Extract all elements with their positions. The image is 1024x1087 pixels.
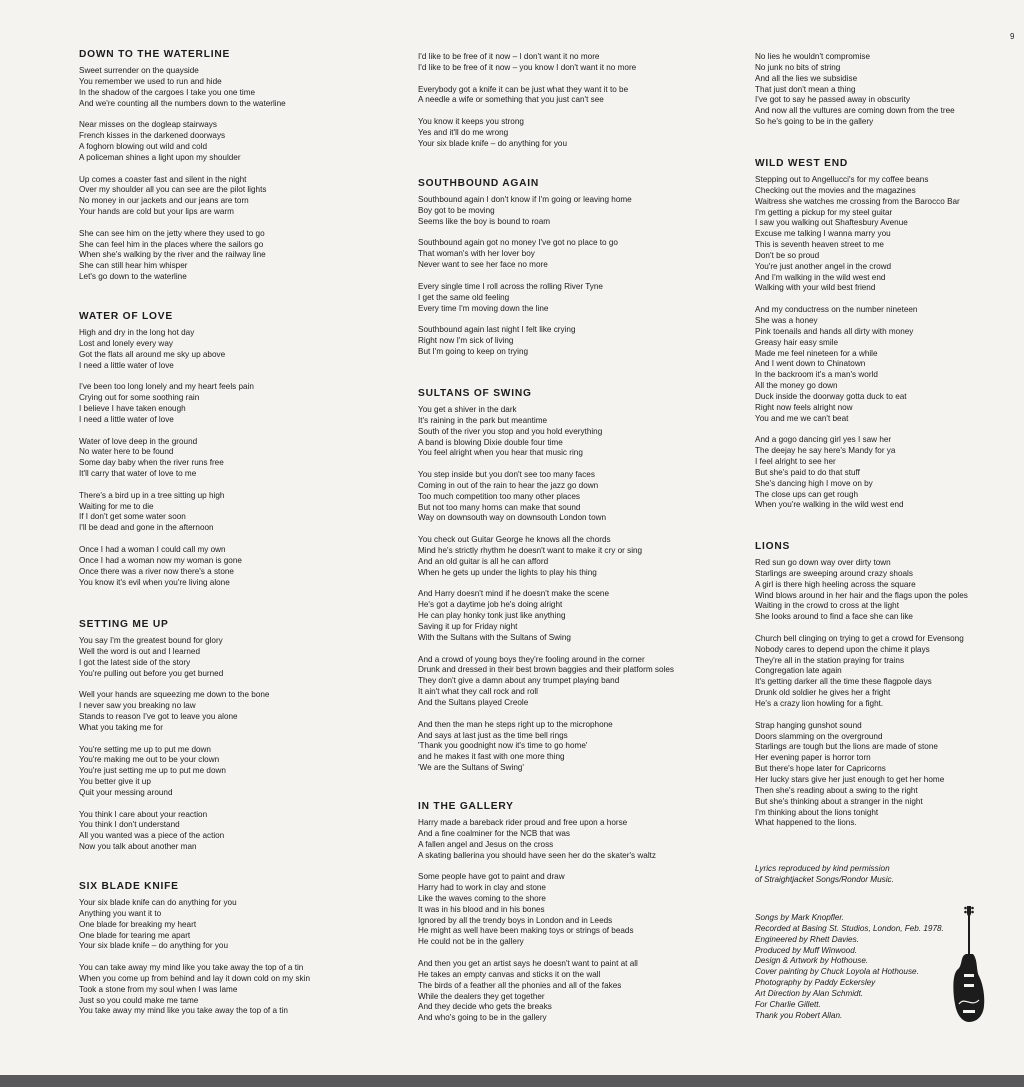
lyric-line: That just don't mean a thing	[755, 83, 856, 94]
lyric-line: Your hands are cold but your lips are warm	[79, 206, 234, 217]
lyric-line: All the money go down	[755, 380, 838, 391]
song-in-the-gallery-continued	[755, 51, 965, 138]
lyric-line: No lies he wouldn't compromise	[755, 51, 871, 61]
lyric-line: But not too many horns can make that sound	[418, 501, 581, 512]
lyric-line: Wind blows around in her hair and the flags upon the poles	[755, 589, 968, 600]
lyric-line: While the dealers they get together	[418, 990, 545, 1001]
lyric-line: He takes an empty canvas and sticks it on the wall	[418, 968, 601, 979]
permission-line: of Straightjacket Songs/Rondor Music.	[755, 873, 894, 884]
lyric-line: I'm getting a pickup for my steel guitar	[755, 206, 893, 217]
song-title: SIX BLADE KNIFE	[79, 881, 179, 892]
lyric-line: Her lucky stars give her just enough to get her home	[755, 773, 945, 784]
lyric-line: Every single time I roll across the rolling River Tyne	[418, 280, 603, 291]
lyric-line: Southbound again I don't know if I'm going or leaving home	[418, 194, 632, 204]
permission-line: Lyrics reproduced by kind permission	[755, 863, 890, 873]
lyric-line: You say I'm the greatest bound for glory	[79, 635, 223, 645]
lyric-line: Just so you could make me tame	[79, 994, 199, 1005]
lyric-line: You're pulling out before you get burned	[79, 667, 224, 678]
lyric-line: The close ups can get rough	[755, 488, 859, 499]
lyric-line: You better give it up	[79, 776, 151, 787]
lyric-line: And a fine coalminer for the NCB that was	[418, 827, 571, 838]
lyric-line: Ignored by all the trendy boys in London and in Leeds	[418, 914, 613, 925]
lyric-line: Lost and lonely every way	[79, 337, 173, 348]
lyric-stanza	[79, 119, 297, 162]
lyric-line: But she's thinking about a stranger in the night	[755, 795, 923, 806]
lyric-stanza	[418, 534, 687, 577]
lyric-line: and he makes it fast with one more thing	[418, 751, 565, 762]
lyric-line: Harry made a bareback rider proud and free upon a horse	[418, 817, 628, 827]
song-title: WILD WEST END	[755, 158, 849, 169]
lyric-line: It's raining in the park but meantime	[418, 414, 548, 425]
lyric-line: There's a bird up in a tree sitting up high	[79, 489, 225, 500]
lyric-line: I saw you walking out Shaftesbury Avenue	[755, 217, 908, 228]
lyric-line: Your six blade knife – do anything for you	[79, 940, 229, 951]
lyric-stanza	[755, 51, 965, 127]
lyric-line: When he gets up under the lights to play his thing	[418, 566, 597, 577]
lyric-line: Mind he's strictly rhythm he doesn't want to make it cry or sing	[418, 545, 643, 556]
lyric-line: French kisses in the darkened doorways	[79, 130, 226, 141]
credit-line: Recorded at Basing St. Studios, London, Feb. 1978.	[755, 922, 944, 933]
lyric-line: Checking out the movies and the magazines	[755, 184, 916, 195]
lyric-line: Right now I'm sick of living	[418, 335, 514, 346]
lyric-stanza	[79, 744, 280, 798]
lyric-line: One blade for tearing me apart	[79, 929, 191, 940]
credit-line: Cover painting by Chuck Loyola at Hothouse.	[755, 966, 919, 977]
lyric-stanza	[418, 404, 687, 458]
lyric-stanza	[79, 635, 280, 678]
lyric-line: Stands to reason I've got to leave you alone	[79, 710, 238, 721]
lyric-line: Quit your messing around	[79, 786, 173, 797]
lyric-stanza	[418, 51, 648, 73]
song-six-blade-knife-continued	[418, 51, 648, 160]
lyric-line: A band is blowing Dixie double four time	[418, 436, 563, 447]
lyric-stanza	[79, 897, 322, 951]
lyric-line: That woman's with her lover boy	[418, 248, 535, 259]
lyric-line: I've been too long lonely and my heart feels pain	[79, 381, 254, 392]
song-title: SULTANS OF SWING	[418, 388, 532, 399]
lyric-stanza	[755, 720, 979, 828]
lyric-line: You check out Guitar George he knows all the chords	[418, 534, 611, 545]
lyric-line: I never saw you breaking no law	[79, 700, 196, 711]
lyric-line: A girl is there high heeling across the square	[755, 578, 916, 589]
lyric-line: One blade for breaking my heart	[79, 918, 197, 929]
song-down-to-the-waterline	[79, 48, 297, 293]
lyric-stanza	[755, 557, 979, 622]
lyric-line: You feel alright when you hear that music ring	[418, 447, 583, 458]
lyric-stanza	[418, 281, 643, 314]
song-lions	[755, 540, 979, 839]
credit-line: Produced by Muff Winwood.	[755, 944, 858, 955]
lyric-line: In the shadow of the cargoes I take you one time	[79, 86, 256, 97]
lyric-line: Doors slamming on the overground	[755, 730, 883, 741]
lyric-line: It's getting darker all the time these flagpole days	[755, 676, 932, 687]
lyric-line: A fallen angel and Jesus on the cross	[418, 838, 554, 849]
lyric-line: Red sun go down way over dirty town	[755, 557, 891, 567]
lyric-stanza	[418, 817, 669, 860]
lyric-line: Well the word is out and I learned	[79, 645, 201, 656]
lyric-line: He's got a daytime job he's doing alright	[418, 599, 563, 610]
lyric-line: Over my shoulder all you can see are the pilot lights	[79, 184, 267, 195]
lyric-line: And who's going to be in the gallery	[418, 1012, 547, 1023]
lyric-line: With the Sultans with the Sultans of Swing	[418, 631, 571, 642]
lyric-stanza	[418, 654, 687, 708]
lyric-line: Stepping out to Angellucci's for my coffee beans	[755, 174, 929, 184]
lyric-line: He could not be in the gallery	[418, 936, 524, 947]
lyric-stanza	[79, 689, 280, 732]
lyric-line: I'd like to be free of it now – you know I don't want it no more	[418, 61, 637, 72]
lyric-line: She can still hear him whisper	[79, 260, 188, 271]
lyric-line: Once I had a woman I could call my own	[79, 544, 226, 555]
lyric-stanza	[418, 469, 687, 523]
lyric-line: Too much competition too many other places	[418, 490, 581, 501]
lyric-line: Seems like the boy is bound to roam	[418, 215, 551, 226]
lyric-line: The birds of a feather all the phonies and all of the fakes	[418, 979, 622, 990]
lyric-line: They're all in the station praying for trains	[755, 654, 905, 665]
lyric-line: He can play honky tonk just like anything	[418, 610, 566, 621]
lyric-line: Up comes a coaster fast and silent in the night	[79, 173, 247, 184]
lyric-line: No junk no bits of string	[755, 61, 841, 72]
lyric-line: You think I care about your reaction	[79, 808, 208, 819]
lyric-line: Don't be so proud	[755, 249, 820, 260]
lyric-stanza	[79, 381, 263, 424]
lyric-line: She can feel him in the places where the sailors go	[79, 238, 264, 249]
lyric-line: Southbound again last night I felt like crying	[418, 324, 576, 335]
lyric-line: When you're walking in the wild west end	[755, 499, 904, 510]
song-sultans-of-swing	[418, 387, 687, 784]
lyric-line: Right now feels alright now	[755, 401, 853, 412]
lyric-line: And I went down to Chinatown	[755, 358, 866, 369]
lyric-line: Every time I'm moving down the line	[418, 302, 549, 313]
lyric-line: And we're counting all the numbers down to the waterline	[79, 97, 286, 108]
lyric-line: High and dry in the long hot day	[79, 327, 195, 337]
lyric-line: A skating ballerina you should have seen her do the skater's waltz	[418, 849, 657, 860]
lyric-line: And then you get an artist says he doesn't want to paint at all	[418, 958, 638, 969]
lyric-line: A policeman shines a light upon my shoulder	[79, 151, 241, 162]
credit-line: Songs by Mark Knopfler.	[755, 912, 845, 922]
lyric-line: Waiting in the crowd to cross at the light	[755, 600, 899, 611]
lyric-line: The deejay he say here's Mandy for ya	[755, 445, 896, 456]
lyric-line: Her evening paper is horror torn	[755, 752, 871, 763]
lyric-line: But I'm going to keep on trying	[418, 345, 529, 356]
lyric-line: Pink toenails and hands all dirty with money	[755, 325, 914, 336]
lyric-line: I believe I have taken enough	[79, 402, 186, 413]
song-title: SOUTHBOUND AGAIN	[418, 178, 540, 189]
lyric-stanza	[755, 633, 979, 709]
lyric-line: You're setting me up to put me down	[79, 743, 211, 754]
lyric-stanza	[418, 719, 687, 773]
lyric-line: No water here to be found	[79, 446, 174, 457]
lyric-line: It'll carry that water of love to me	[79, 468, 197, 479]
lyric-line: I've got to say he passed away in obscurity	[755, 94, 910, 105]
lyric-line: Church bell clinging on trying to get a crowd for Evensong	[755, 632, 964, 643]
lyric-line: This is seventh heaven street to me	[755, 239, 884, 250]
lyric-line: And my conductress on the number nineteen	[755, 304, 918, 315]
lyric-line: 'Thank you goodnight now it's time to go home'	[418, 740, 588, 751]
lyric-line: Like the waves coming to the shore	[418, 892, 546, 903]
lyric-line: You're just another angel in the crowd	[755, 260, 892, 271]
lyric-line: It ain't what they call rock and roll	[418, 686, 538, 697]
lyric-line: She can see him on the jetty where they used to go	[79, 227, 265, 238]
song-title: DOWN TO THE WATERLINE	[79, 49, 231, 60]
lyric-line: What happened to the lions.	[755, 817, 857, 828]
lyric-line: Some day baby when the river runs free	[79, 457, 224, 468]
lyric-line: And I'm walking in the wild west end	[755, 271, 886, 282]
lyric-line: You're just setting me up to put me down	[79, 765, 226, 776]
lyric-line: He's a crazy lion howling for a fight.	[755, 698, 884, 709]
lyric-line: You remember we used to run and hide	[79, 75, 222, 86]
lyric-stanza	[755, 174, 971, 293]
lyric-line: And now all the vultures are coming down from the tree	[755, 105, 955, 116]
lyric-line: A needle a wife or something that you just can't see	[418, 94, 604, 105]
lyric-stanza	[79, 809, 280, 852]
lyric-line: Once I had a woman now my woman is gone	[79, 554, 242, 565]
lyric-stanza	[79, 327, 263, 370]
lyric-line: Boy got to be moving	[418, 204, 495, 215]
lyric-line: Now you talk about another man	[79, 841, 197, 852]
lyric-line: You and me we can't beat	[755, 412, 849, 423]
lyric-line: You know it keeps you strong	[418, 116, 524, 127]
lyric-line: Drunk and dressed in their best brown baggies and their platform soles	[418, 664, 674, 675]
song-title: WATER OF LOVE	[79, 311, 173, 322]
lyric-line: Waiting for me to die	[79, 500, 154, 511]
lyric-line: Your six blade knife can do anything for you	[79, 897, 237, 907]
lyric-line: Never want to see her face no more	[418, 259, 548, 270]
lyric-line: Harry had to work in clay and stone	[418, 882, 546, 893]
lyric-line: I'd like to be free of it now – I don't want it no more	[418, 51, 600, 61]
lyric-line: Saving it up for Friday night	[418, 621, 518, 632]
lyric-line: Your six blade knife – do anything for you	[418, 137, 568, 148]
lyric-line: Then she's reading about a swing to the right	[755, 784, 918, 795]
lyric-line: Some people have got to paint and draw	[418, 871, 565, 882]
lyric-line: Drunk old soldier he gives her a fright	[755, 687, 891, 698]
lyric-line: You know it's evil when you're living alone	[79, 576, 230, 587]
lyric-line: Took a stone from my soul when I was lame	[79, 983, 238, 994]
credit-line: Engineered by Rhett Davies.	[755, 933, 859, 944]
lyric-stanza	[418, 958, 669, 1023]
lyric-stanza	[79, 490, 263, 533]
album-credits	[755, 912, 954, 1020]
lyric-line: When she's walking by the river and the railway line	[79, 249, 266, 260]
credit-line: Design & Artwork by Hothouse.	[755, 955, 869, 966]
permission-note	[755, 863, 901, 885]
lyric-line: But she's paid to do that stuff	[755, 466, 860, 477]
lyric-stanza	[79, 228, 297, 282]
lyric-line: You're making me out to be your clown	[79, 754, 220, 765]
lyric-stanza	[418, 194, 643, 227]
lyric-line: Let's go down to the waterline	[79, 271, 187, 282]
lyric-line: It was in his blood and in his bones	[418, 903, 545, 914]
lyric-stanza	[418, 871, 669, 947]
lyric-line: Water of love deep in the ground	[79, 435, 198, 446]
lyric-line: Once there was a river now there's a stone	[79, 565, 234, 576]
lyric-line: South of the river you stop and you hold everything	[418, 425, 603, 436]
song-wild-west-end	[755, 157, 971, 521]
page-number: 9	[1010, 32, 1015, 41]
lyric-line: And a gogo dancing girl yes I saw her	[755, 434, 892, 445]
guitar-icon	[951, 904, 987, 1026]
lyric-line: Excuse me talking I wanna marry you	[755, 228, 891, 239]
lyric-line: Yes and it'll do me wrong	[418, 127, 509, 137]
lyric-line: Everybody got a knife it can be just what they want it to be	[418, 83, 629, 94]
lyric-line: 'We are the Sultans of Swing'	[418, 762, 524, 773]
lyric-line: And all the lies we subsidise	[755, 72, 858, 83]
lyric-line: I'll be dead and gone in the afternoon	[79, 522, 214, 533]
lyric-line: Congregation late again	[755, 665, 842, 676]
lyric-stanza	[79, 65, 297, 108]
lyric-line: Starlings are tough but the lions are made of stone	[755, 741, 938, 752]
credit-line: For Charlie Gillett.	[755, 998, 821, 1009]
lyric-line: She was a honey	[755, 315, 818, 326]
song-setting-me-up	[79, 618, 280, 863]
song-title: SETTING ME UP	[79, 619, 169, 630]
lyric-line: And the Sultans played Creole	[418, 696, 529, 707]
lyric-line: Walking with your wild best friend	[755, 282, 876, 293]
lyric-line: Waitress she watches me crossing from the Barocco Bar	[755, 195, 960, 206]
lyric-line: You step inside but you don't see too many faces	[418, 469, 595, 480]
credit-line: Art Direction by Alan Schmidt.	[755, 987, 864, 998]
lyric-line: I feel alright to see her	[755, 456, 836, 467]
lyric-line: You can take away my mind like you take away the top of a tin	[79, 962, 304, 973]
lyric-line: I get the same old feeling	[418, 291, 510, 302]
lyric-line: But there's hope later for Capricorns	[755, 763, 886, 774]
lyric-stanza	[418, 116, 648, 149]
lyric-line: I'm thinking about the lions tonight	[755, 806, 879, 817]
lyric-line: Way on downsouth way on downsouth London town	[418, 512, 607, 523]
credit-line: Thank you Robert Allan.	[755, 1009, 843, 1020]
credit-line: Photography by Paddy Eckersley	[755, 977, 876, 988]
lyric-line: Made me feel nineteen for a while	[755, 347, 878, 358]
song-in-the-gallery	[418, 800, 669, 1034]
song-title: IN THE GALLERY	[418, 801, 514, 812]
lyric-line: Crying out for some soothing rain	[79, 392, 200, 403]
lyric-line: So he's going to be in the gallery	[755, 116, 874, 127]
lyric-stanza	[418, 324, 643, 357]
lyric-line: Well your hands are squeezing me down to the bone	[79, 689, 270, 700]
lyric-line: Got the flats all around me sky up above	[79, 348, 226, 359]
lyric-line: Southbound again got no money I've got no place to go	[418, 237, 618, 248]
lyric-line: And says at last just as the time bell rings	[418, 729, 568, 740]
lyric-stanza	[418, 237, 643, 270]
lyric-line: Anything you want it to	[79, 907, 162, 918]
lyric-stanza	[79, 544, 263, 587]
lyric-line: Duck inside the doorway gotta duck to eat	[755, 390, 907, 401]
lyric-line: You take away my mind like you take away the top of a tin	[79, 1005, 288, 1016]
lyric-line: Coming in out of the rain to hear the jazz go down	[418, 479, 599, 490]
song-water-of-love	[79, 310, 263, 598]
footer-bar	[0, 1075, 1024, 1087]
lyric-line: Greasy hair easy smile	[755, 336, 839, 347]
lyric-line: Strap hanging gunshot sound	[755, 719, 862, 730]
lyric-line: And a crowd of young boys they're fooling around in the corner	[418, 653, 645, 664]
lyric-line: I need a little water of love	[79, 413, 174, 424]
lyric-line: He might as well have been making toys or strings of beads	[418, 925, 634, 936]
lyric-line: I need a little water of love	[79, 359, 174, 370]
lyric-line: Sweet surrender on the quayside	[79, 65, 199, 75]
lyric-stanza	[418, 84, 648, 106]
lyric-line: She's dancing high I move on by	[755, 477, 873, 488]
lyric-line: You think I don't understand	[79, 819, 180, 830]
song-southbound-again	[418, 177, 643, 368]
lyric-line: And Harry doesn't mind if he doesn't make the scene	[418, 588, 609, 599]
lyric-line: When you come up from behind and lay it down cold on my skin	[79, 972, 310, 983]
lyric-line: You get a shiver in the dark	[418, 404, 517, 414]
lyric-line: She looks around to find a face she can like	[755, 611, 913, 622]
lyric-stanza	[418, 588, 687, 642]
lyric-line: And an old guitar is all he can afford	[418, 555, 549, 566]
lyric-line: In the backroom it's a man's world	[755, 369, 878, 380]
lyric-stanza	[755, 304, 971, 423]
lyric-line: And then the man he steps right up to the microphone	[418, 718, 613, 729]
lyric-stanza	[79, 436, 263, 479]
lyric-line: If I don't get some water soon	[79, 511, 186, 522]
lyric-line: Nobody cares to depend upon the chime it plays	[755, 643, 930, 654]
lyric-line: I got the latest side of the story	[79, 656, 191, 667]
lyric-stanza	[755, 434, 971, 510]
lyric-stanza	[79, 174, 297, 217]
lyric-line: They don't give a damn about any trumpet playing band	[418, 675, 620, 686]
lyric-stanza	[79, 962, 322, 1016]
lyric-line: A foghorn blowing out wild and cold	[79, 140, 207, 151]
lyric-line: All you wanted was a piece of the action	[79, 830, 225, 841]
song-six-blade-knife	[79, 880, 322, 1027]
lyric-line: Near misses on the dogleap stairways	[79, 119, 217, 130]
lyric-line: What you taking me for	[79, 721, 163, 732]
song-title: LIONS	[755, 541, 791, 552]
lyric-line: No money in our jackets and our jeans are torn	[79, 195, 249, 206]
lyric-line: Starlings are sweeping around crazy shoals	[755, 567, 913, 578]
lyric-line: And they decide who gets the breaks	[418, 1001, 552, 1012]
